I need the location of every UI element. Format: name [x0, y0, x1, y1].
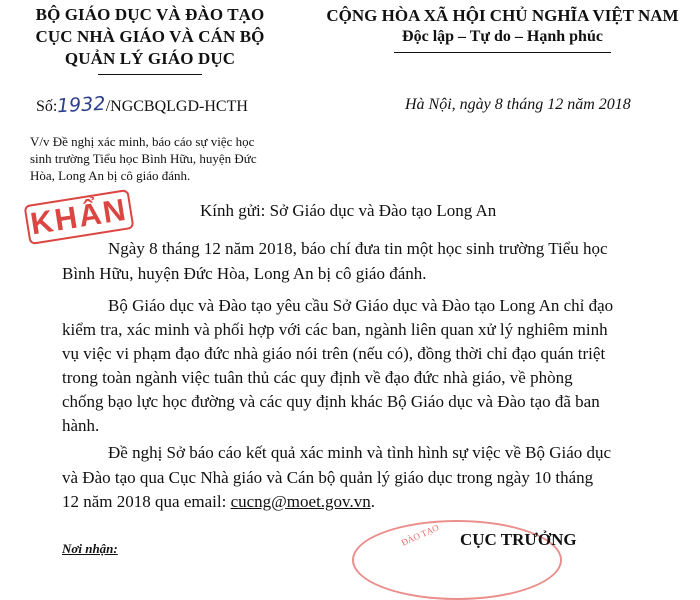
paragraph-2-line-2: kiểm tra, xác minh và phối hợp với các ban, ngành liên quan xử lý nghiêm minh: [62, 320, 608, 339]
number-label: Số:: [36, 98, 58, 115]
subject-line-1: V/v Đề nghị xác minh, báo cáo sự việc học: [30, 134, 255, 149]
country-title: CỘNG HÒA XÃ HỘI CHỦ NGHĨA VIỆT NAM: [326, 6, 679, 25]
organization-underline: [98, 74, 202, 75]
seal-text: ĐÀO TẠO: [399, 522, 441, 548]
urgent-stamp: KHẨN: [24, 189, 135, 245]
subject-line-2: sinh trường Tiểu học Bình Hữu, huyện Đức: [30, 151, 257, 166]
number-suffix: /NGCBQLGD-HCTH: [105, 98, 248, 115]
paragraph-2-line-3: vụ việc vi phạm đạo đức nhà giáo nói trên (nếu có), đồng thời chỉ đạo quán triệt: [62, 344, 606, 363]
recipient-line: Kính gửi: Sở Giáo dục và Đào tạo Long An: [200, 201, 497, 220]
paragraph-2-line-4: trong toàn ngành việc tuân thủ các quy định về đạo đức nhà giáo, về phòng: [62, 368, 573, 387]
document-number: [36, 94, 248, 116]
motto-underline: [394, 52, 611, 53]
subject-line-3: Hòa, Long An bị cô giáo đánh.: [30, 168, 191, 183]
paragraph-1-line-1: Ngày 8 tháng 12 năm 2018, báo chí đưa tin một học sinh trường Tiểu học: [108, 239, 608, 258]
paragraph-2-line-1: Bộ Giáo dục và Đào tạo yêu cầu Sở Giáo dục và Đào tạo Long An chỉ đạo: [108, 296, 614, 315]
paragraph-3-line-3: [62, 492, 375, 512]
organization-line-3: QUẢN LÝ GIÁO DỤC: [64, 49, 236, 68]
recipients-label: Nơi nhận:: [62, 541, 118, 556]
paragraph-2-line-5: chống bạo lực học đường và các quy định khác Bộ Giáo dục và Đào tạo đã ban: [62, 392, 600, 411]
paragraph-3-line-3-text: 12 năm 2018 qua email:: [62, 492, 231, 511]
handwritten-number: 1932: [56, 92, 107, 118]
organization-line-2: CỤC NHÀ GIÁO VÀ CÁN BỘ: [35, 27, 265, 46]
paragraph-1-line-2: Bình Hữu, huyện Đức Hòa, Long An bị cô giáo đánh.: [62, 264, 427, 283]
paragraph-3-line-1: Đề nghị Sở báo cáo kết quả xác minh và tình hình sự việc về Bộ Giáo dục: [108, 443, 612, 462]
organization-line-1: BỘ GIÁO DỤC VÀ ĐÀO TẠO: [35, 5, 265, 24]
email-link[interactable]: cucng@moet.gov.vn: [230, 492, 371, 511]
national-motto: Độc lập – Tự do – Hạnh phúc: [402, 28, 603, 45]
place-date: Hà Nội, ngày 8 tháng 12 năm 2018: [405, 96, 631, 113]
signer-title: CỤC TRƯỞNG: [460, 530, 577, 549]
paragraph-2-line-6: hành.: [62, 416, 100, 435]
paragraph-3-line-2: và Đào tạo qua Cục Nhà giáo và Cán bộ quản lý giáo dục trong ngày 10 tháng: [62, 468, 594, 487]
email-tail: .: [370, 492, 375, 511]
